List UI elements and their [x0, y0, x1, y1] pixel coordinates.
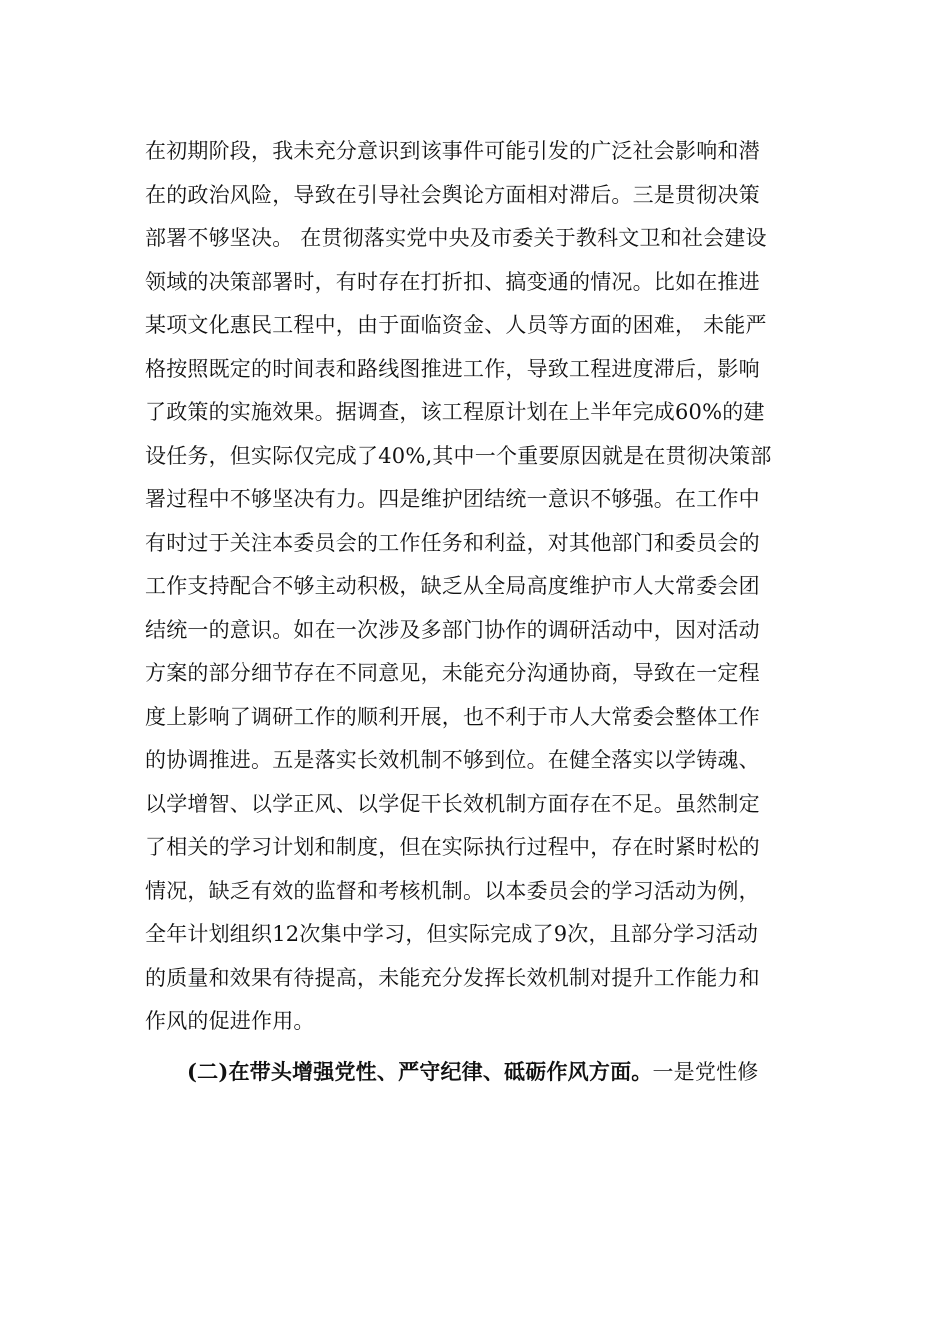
text-line: 署过程中不够坚决有力。四是维护团结统一意识不够强。在工作中 [145, 487, 760, 511]
text-line: 在初期阶段，我未充分意识到该事件可能引发的广泛社会影响和潜 [145, 139, 760, 163]
text-line: 情况，缺乏有效的监督和考核机制。以本委员会的学习活动为例， [145, 878, 760, 903]
text-line: 全年计划组织12次集中学习，但实际完成了9次，且部分学习活动 [145, 922, 759, 946]
text-line: 部署不够坚决。 在贯彻落实党中央及市委关于教科文卫和社会建设 [145, 226, 767, 250]
text-line: 领域的决策部署时，有时存在打折扣、搞变通的情况。比如在推进 [145, 269, 760, 294]
text-line: 结统一的意识。如在一次涉及多部门协作的调研活动中，因对活动 [145, 617, 760, 642]
text-line: 在的政治风险，导致在引导社会舆论方面相对滞后。三是贯彻决策 [145, 182, 760, 207]
text-line: 格按照既定的时间表和路线图推进工作，导致工程进度滞后，影响 [145, 356, 760, 381]
text-line: 方案的部分细节存在不同意见，未能充分沟通协商，导致在一定程 [145, 661, 760, 685]
text-line: 了相关的学习计划和制度，但在实际执行过程中，存在时紧时松的 [145, 835, 760, 859]
text-line: 的协调推进。五是落实长效机制不够到位。在健全落实以学铸魂、 [145, 748, 760, 772]
text-line: 了政策的实施效果。据调查，该工程原计划在上半年完成60%的建 [145, 400, 765, 424]
text-line: 度上影响了调研工作的顺利开展，也不利于市人大常委会整体工作 [145, 704, 760, 729]
text-line: 的质量和效果有待提高，未能充分发挥长效机制对提升工作能力和 [145, 965, 760, 990]
text-line: 设任务，但实际仅完成了40%,其中一个重要原因就是在贯彻决策部 [145, 443, 772, 468]
section-heading-line [145, 1050, 825, 1094]
text-line: 工作支持配合不够主动积极，缺乏从全局高度维护市人大常委会团 [145, 574, 760, 598]
document-body [145, 130, 825, 1093]
text-line: 某项文化惠民工程中，由于面临资金、人员等方面的困难， 未能严 [145, 313, 767, 337]
text-line: 作风的促进作用。 [145, 1009, 315, 1033]
text-line: 有时过于关注本委员会的工作任务和利益，对其他部门和委员会的 [145, 530, 760, 555]
section-heading-continuation: 一是党性修 [652, 1059, 759, 1084]
section-heading: (二)在带头增强党性、严守纪律、砥砺作风方面。 [187, 1058, 653, 1084]
text-line: 以学增智、以学正风、以学促干长效机制方面存在不足。虽然制定 [145, 791, 760, 816]
